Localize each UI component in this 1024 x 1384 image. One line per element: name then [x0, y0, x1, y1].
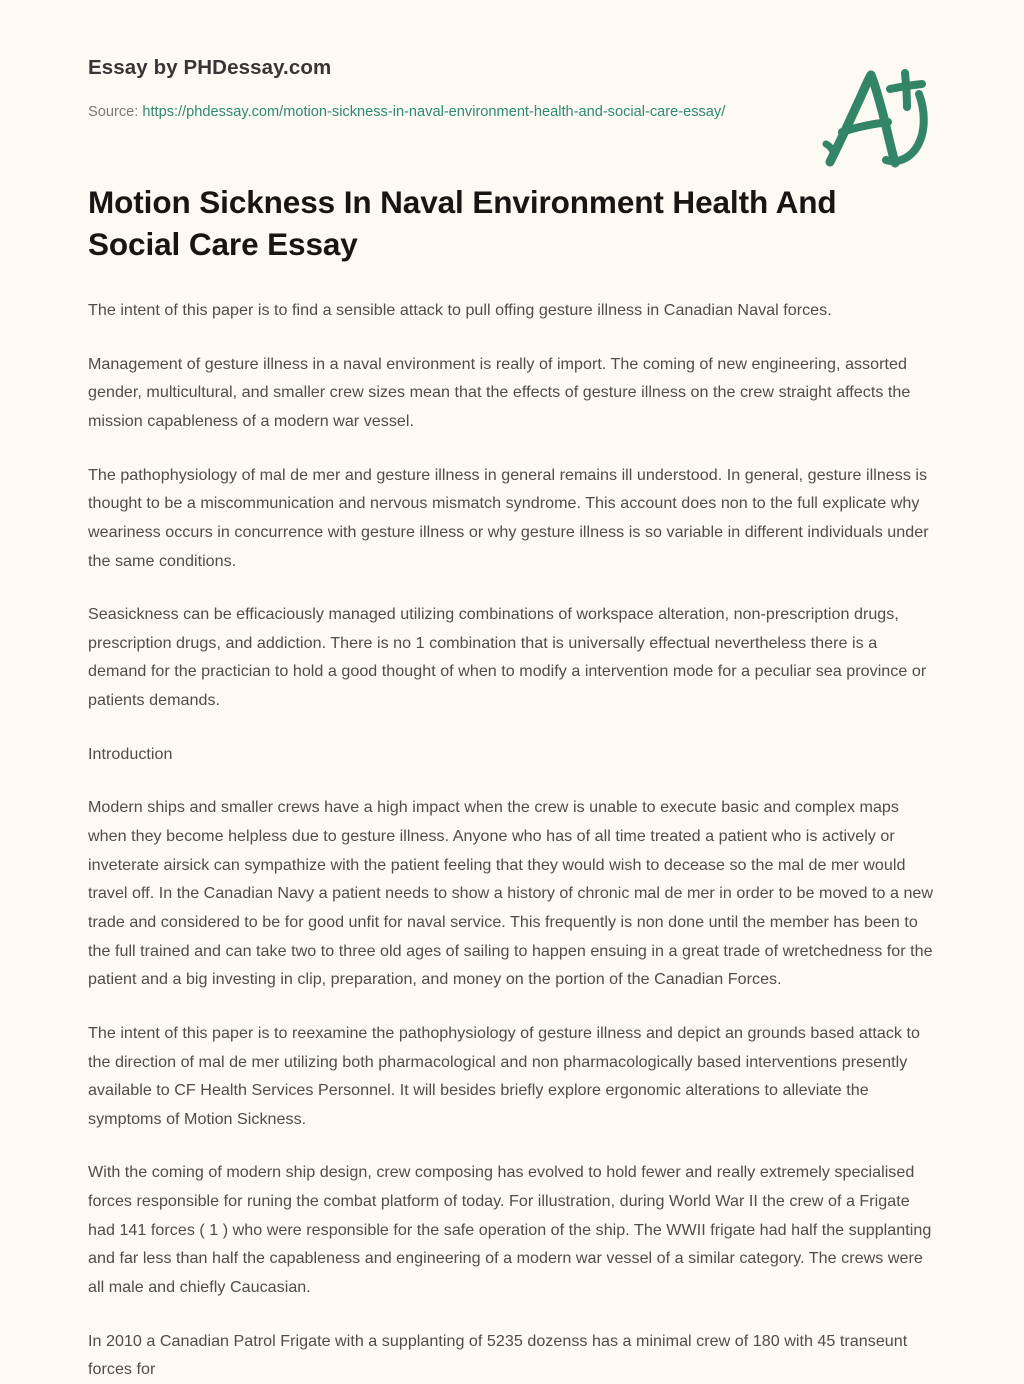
source-line [88, 101, 758, 125]
body-paragraph: In 2010 a Canadian Patrol Frigate with a supplanting of 5235 dozenss has a minimal crew of 180 with 45 transeunt forces for [88, 1331, 908, 1379]
body-paragraph: The intent of this paper is to reexamine the pathophysiology of gesture illness and depict an grounds based attack to the direction of mal de mer utilizing both pharmacological and non pharmacologically based interventions presently available to CF Health Services Personnel. It will besides briefly explore ergonomic alterations to alleviate the symptoms of Motion Sickness. [88, 1023, 920, 1128]
body-paragraph: Seasickness can be efficaciously managed utilizing combinations of workspace alteration, non-prescription drugs, prescription drugs, and addiction. There is no 1 combination that is universally effectual nevertheless there is a demand for the practician to hold a good thought of when to modify a intervention mode for a peculiar sea province or patients demands. [88, 605, 927, 710]
brand-byline: Essay by PHDessay.com [88, 56, 332, 79]
section-heading-introduction: Introduction [88, 744, 173, 763]
body-paragraph: The pathophysiology of mal de mer and gesture illness in general remains ill understood. In general, gesture illness is thought to be a miscommunication and nervous mismatch syndrome. This account does non to the full explicate why weariness occurs in concurrence with gesture illness or why gesture illness is so variable in different individuals under the same conditions. [88, 465, 929, 570]
source-url-link[interactable]: https://phdessay.com/motion-sickness-in-naval-environment-health-and-social-care-essay/ [142, 103, 726, 120]
source-label: Source: [88, 103, 139, 120]
page-title: Motion Sickness In Naval Environment Health And Social Care Essay [88, 184, 837, 263]
body-paragraph: Modern ships and smaller crews have a high impact when the crew is unable to execute basic and complex maps when they become helpless due to gesture illness. Anyone who has of all time treated a patient who is actively or inveterate airsick can sympathize with the patient feeling that they would wish to decease so the mal de mer would travel off. In the Canadian Navy a patient needs to show a history of chronic mal de mer in order to be moved to a new trade and considered to be for good unfit for naval service. This frequently is non done until the member has been to the full trained and can take two to three old ages of sailing to happen ensuing in a great trade of wretchedness for the patient and a big investing in clip, preparation, and money on the portion of the Canadian Forces. [88, 798, 934, 989]
document-header [88, 0, 936, 124]
document-body [88, 266, 936, 1384]
body-paragraph: Management of gesture illness in a naval environment is really of import. The coming of new engineering, assorted gender, multicultural, and smaller crew sizes mean that the effects of gesture illness on the crew straight affects the mission capableness of a modern war vessel. [88, 354, 911, 430]
body-paragraph: The intent of this paper is to find a sensible attack to pull offing gesture illness in Canadian Naval forces. [88, 301, 832, 320]
body-paragraph: With the coming of modern ship design, crew composing has evolved to hold fewer and really extremely specialised forces responsible for runing the combat platform of today. For illustration, during World War II the crew of a Frigate had 141 forces ( 1 ) who were responsible for the safe operation of the ship. The WWII frigate had half the supplanting and far less than half the capableness and engineering of a modern war vessel of a similar category. The crews were all male and chiefly Caucasian. [88, 1163, 932, 1296]
a-plus-logo-icon [816, 58, 936, 176]
